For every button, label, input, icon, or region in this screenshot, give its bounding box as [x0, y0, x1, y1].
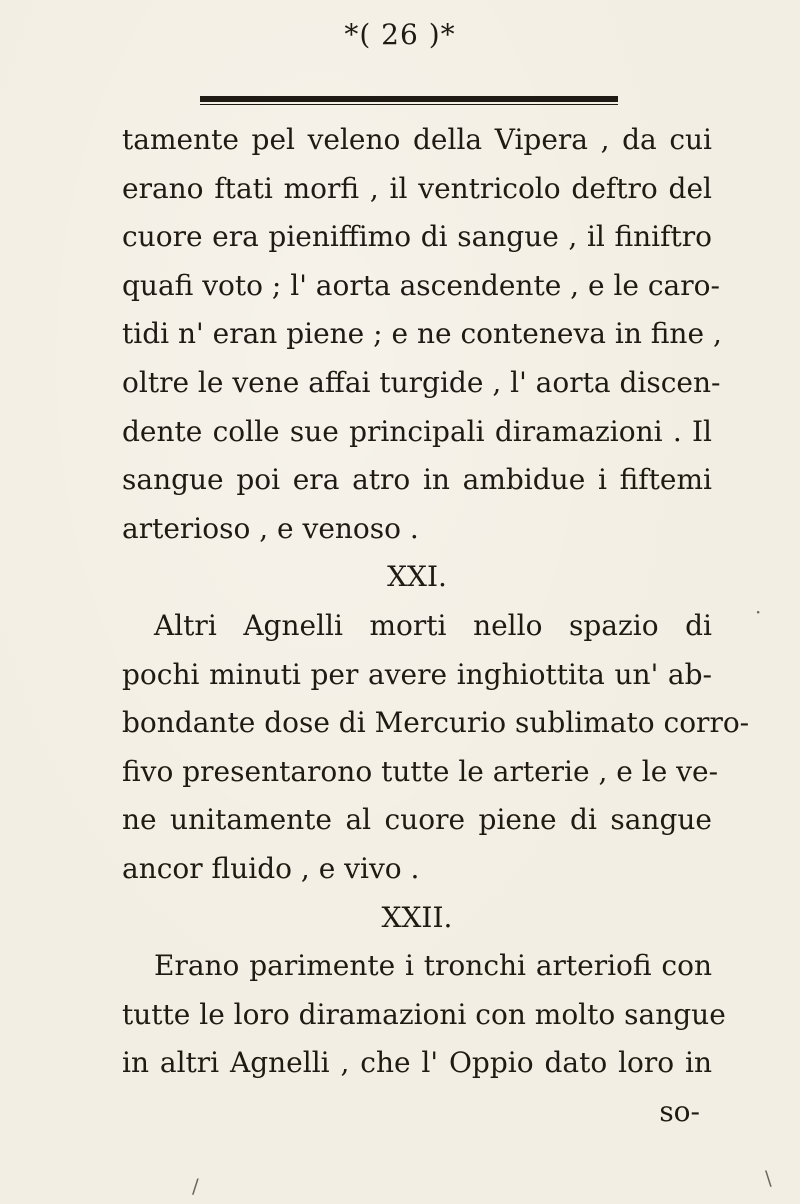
paper-mark: \ [765, 1166, 772, 1190]
text-line: bondante dose di Mercurio sublimato corro- [122, 706, 750, 740]
header-rule-thin [200, 104, 618, 105]
text-line: Erano parimente i tronchi arteriofi con [154, 949, 712, 983]
paper-speck: · [755, 600, 762, 624]
text-line: ancor fluido , e vivo . [122, 851, 420, 885]
text-line: erano ftati morfi , il ventricolo deftro del [122, 171, 712, 205]
text-line: tutte le loro diramazioni con molto sangue [122, 997, 726, 1031]
body-text [122, 116, 750, 1136]
text-line: sangue poi era atro in ambidue i fiftemi [122, 463, 712, 497]
text-line: fivo presentarono tutte le arterie , e le ve- [122, 754, 719, 788]
text-line: ne unitamente al cuore piene di sangue [122, 803, 712, 837]
section-number: XXII. [381, 900, 453, 934]
paper-mark: / [192, 1174, 199, 1198]
text-line: quafi voto ; l' aorta ascendente , e le caro- [122, 268, 720, 302]
text-line: pochi minuti per avere inghiottita un' ab- [122, 657, 712, 691]
catchword: so- [659, 1094, 700, 1128]
section-number: XXI. [387, 560, 447, 594]
text-line: dente colle sue principali diramazioni . Il [122, 414, 712, 448]
running-head: *( 26 )* [344, 18, 456, 51]
text-line: Altri Agnelli morti nello spazio di [154, 608, 712, 642]
text-line: arterioso , e venoso . [122, 511, 419, 545]
text-line: cuore era pieniffimo di sangue , il finiftro [122, 220, 712, 254]
text-line: tidi n' eran piene ; e ne conteneva in fine , [122, 317, 722, 351]
text-line: in altri Agnelli , che l' Oppio dato loro in [122, 1046, 712, 1080]
text-line: oltre le vene affai turgide , l' aorta discen- [122, 365, 721, 399]
header-rule [200, 96, 618, 102]
text-line: tamente pel veleno della Vipera , da cui [122, 123, 712, 156]
